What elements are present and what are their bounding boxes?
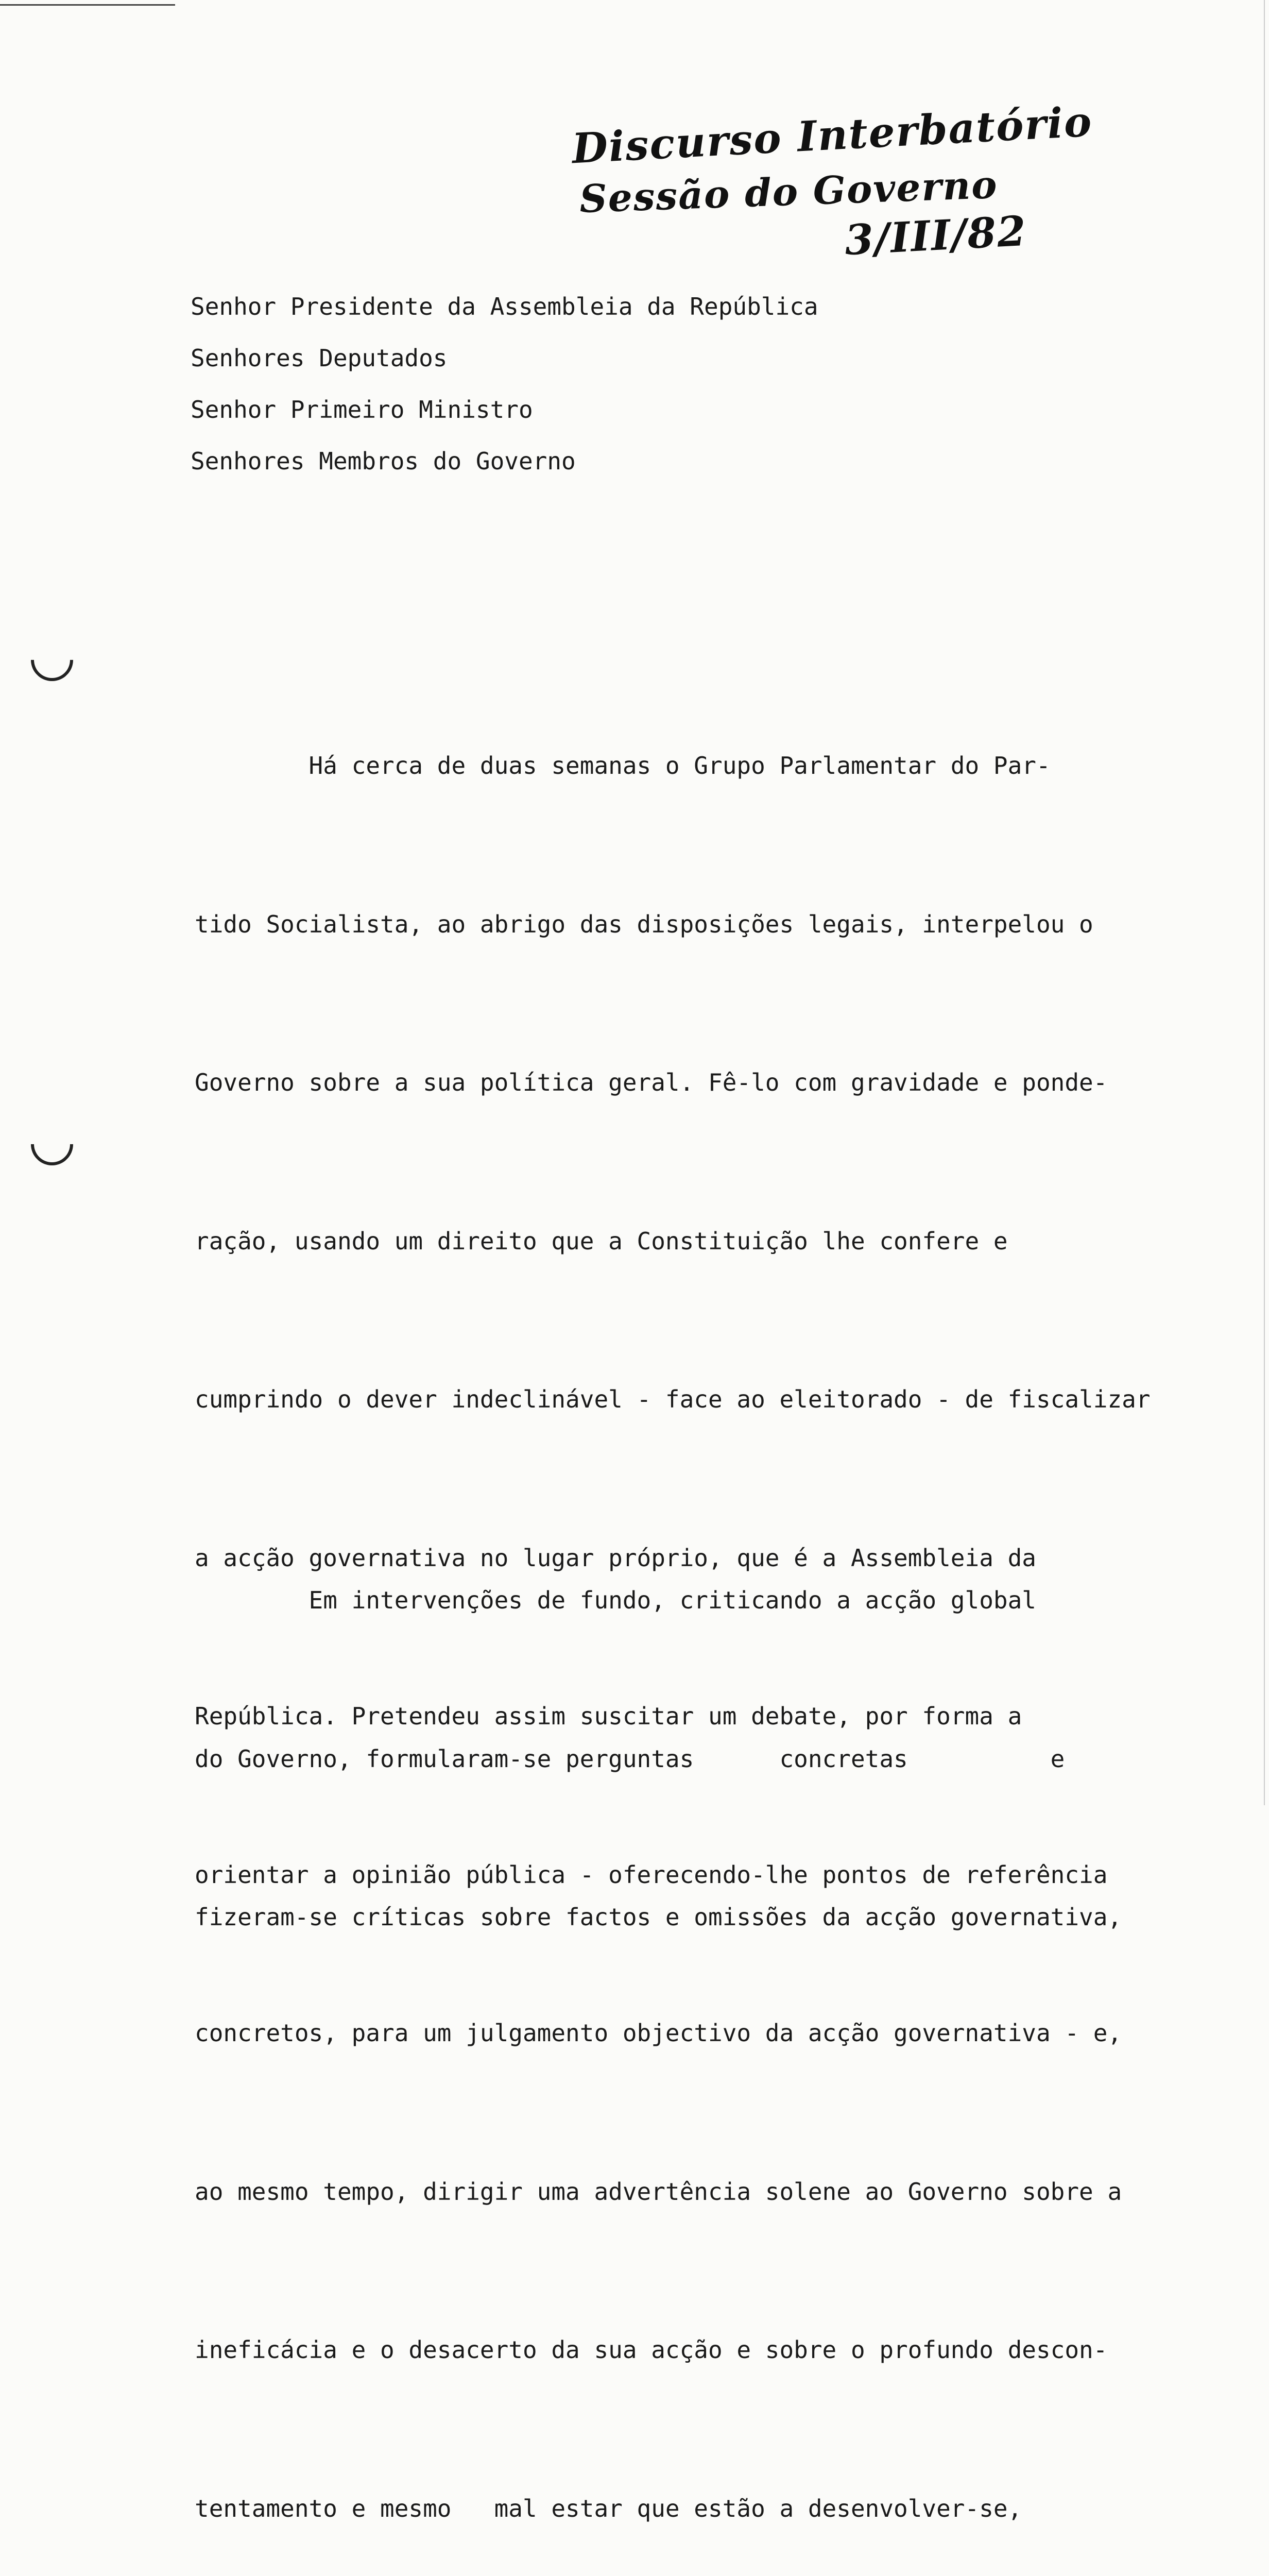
text-line: ração, usando um direito que a Constituição lhe confere e bbox=[195, 1227, 1008, 1255]
text-line: ineficácia e o desacerto da sua acção e sobre o profundo descon- bbox=[195, 2336, 1108, 2364]
text-line: Em intervenções de fundo, criticando a acção global bbox=[195, 1586, 1036, 1614]
handwritten-date: 3/III/82 bbox=[843, 206, 1028, 265]
salutation-block bbox=[191, 281, 818, 487]
text-line: Governo sobre a sua política geral. Fê-lo com gravidade e ponde- bbox=[195, 1069, 1108, 1096]
salutation-line: Senhor Presidente da Assembleia da República bbox=[191, 293, 818, 320]
text-line: orientar a opinião pública - oferecendo-lhe pontos de referência bbox=[195, 1860, 1108, 1889]
text-line: República. Pretendeu assim suscitar um debate, por forma a bbox=[195, 1702, 1022, 1730]
salutation-line: Senhores Deputados bbox=[191, 344, 448, 372]
text-line: tido Socialista, ao abrigo das disposições legais, interpelou o bbox=[195, 910, 1093, 938]
punch-hole-mark bbox=[22, 1114, 82, 1174]
salutation-line: Senhor Primeiro Ministro bbox=[191, 396, 533, 423]
punch-hole-mark bbox=[22, 630, 82, 690]
text-line: a acção governativa no lugar próprio, que é a Assembleia da bbox=[195, 1544, 1036, 1572]
page-edge bbox=[1264, 0, 1265, 1805]
top-rule bbox=[0, 4, 175, 6]
text-line: cumprindo o dever indeclinável - face ao eleitorado - de fiscalizar bbox=[195, 1385, 1151, 1413]
handwritten-note-line2: Sessão do Governo bbox=[578, 162, 999, 222]
text-line: tentamento e mesmo mal estar que estão a desenvolver-se, bbox=[195, 2494, 1022, 2522]
salutation-line: Senhores Membros do Governo bbox=[191, 447, 576, 475]
text-line: do Governo, formularam-se perguntas concretas e bbox=[195, 1744, 1065, 1773]
text-line: concretos, para um julgamento objectivo da acção governativa - e, bbox=[195, 2019, 1122, 2047]
handwritten-note-line1: Discurso Interbatório bbox=[571, 97, 1094, 173]
text-line: Há cerca de duas semanas o Grupo Parlamentar do Par- bbox=[195, 752, 1051, 779]
text-line: fizeram-se críticas sobre factos e omissões da acção governativa, bbox=[195, 1903, 1122, 1931]
paragraph-2 bbox=[195, 1468, 1122, 2049]
text-line: ao mesmo tempo, dirigir uma advertência solene ao Governo sobre a bbox=[195, 2177, 1122, 2206]
